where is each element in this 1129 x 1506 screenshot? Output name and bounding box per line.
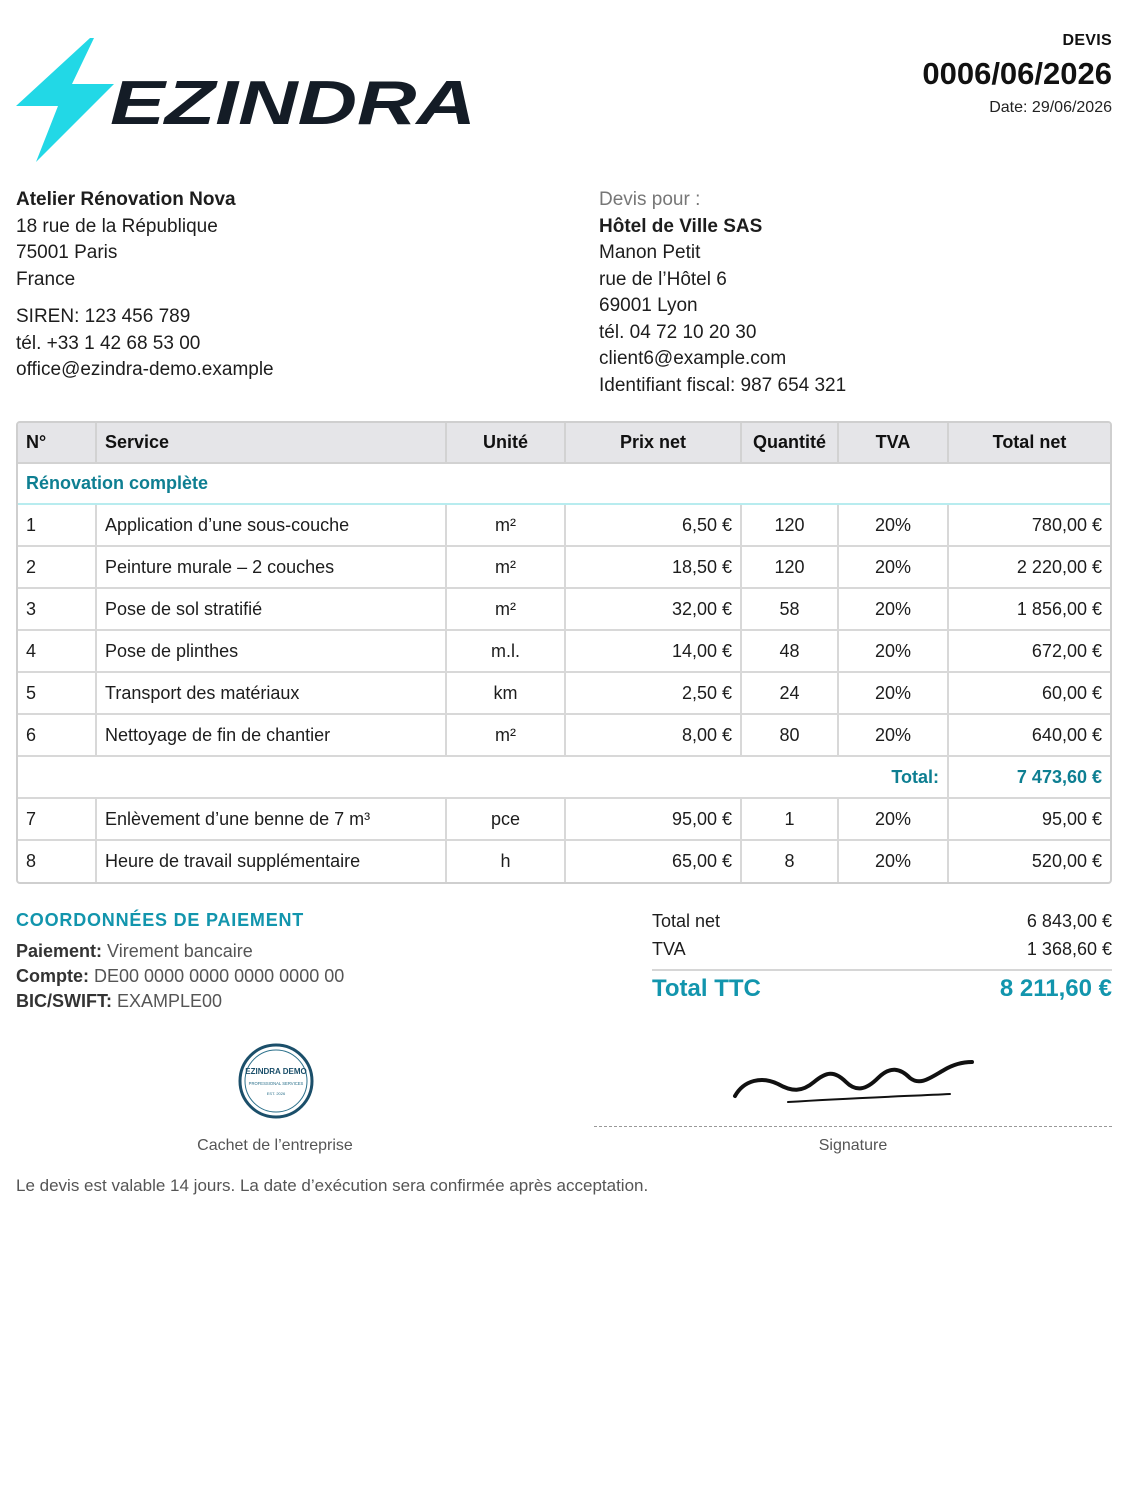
cell-quantity: 8 [741, 840, 838, 882]
cell-service: Transport des matériaux [96, 672, 446, 714]
table-row [18, 588, 1110, 630]
client-email: client6@example.com [599, 348, 787, 369]
cell-total-net: 672,00 € [948, 630, 1110, 672]
cell-quantity: 80 [741, 714, 838, 756]
sender-phone: tél. +33 1 42 68 53 00 [16, 332, 201, 354]
cell-net-price: 18,50 € [565, 546, 741, 588]
payment-title: COORDONNÉES DE PAIEMENT [16, 910, 305, 930]
vat-row [652, 935, 1112, 963]
payment-bic-label: BIC/SWIFT: [16, 991, 112, 1011]
sender-street: 18 rue de la République [16, 215, 218, 237]
document-type: DEVIS [1062, 32, 1112, 49]
stamp-caption: Cachet de l’entreprise [197, 1137, 353, 1154]
cell-vat: 20% [838, 630, 948, 672]
document-number: 0006/06/2026 [922, 56, 1112, 91]
client-company: Hôtel de Ville SAS [599, 215, 763, 237]
header-number: N° [18, 423, 96, 463]
total-net-value: 6 843,00 € [1026, 911, 1112, 931]
cell-unit: m² [446, 714, 565, 756]
table-row [18, 504, 1110, 546]
vat-label: TVA [652, 939, 686, 959]
payment-method-value: Virement bancaire [107, 941, 253, 961]
ezindra-logo [14, 36, 480, 164]
cell-total-net: 2 220,00 € [948, 546, 1110, 588]
cell-unit: m² [446, 504, 565, 546]
cell-number: 4 [18, 630, 96, 672]
header-unit: Unité [446, 423, 565, 463]
payment-account [16, 964, 344, 989]
header-quantity: Quantité [741, 423, 838, 463]
client-city: 69001 Lyon [599, 295, 698, 316]
total-net-row [652, 907, 1112, 935]
logo-wordmark: EZINDRA [110, 69, 476, 138]
sender-block [16, 187, 274, 384]
payment-bic [16, 989, 344, 1014]
cell-total-net: 1 856,00 € [948, 588, 1110, 630]
payment-account-value: DE00 0000 0000 0000 0000 00 [94, 966, 345, 986]
cell-number: 3 [18, 588, 96, 630]
table-row [18, 546, 1110, 588]
table-row [18, 840, 1110, 882]
totals-block [652, 907, 1112, 1003]
total-net-label: Total net [652, 911, 721, 931]
cell-net-price: 65,00 € [565, 840, 741, 882]
cell-unit: pce [446, 798, 565, 840]
table-row [18, 798, 1110, 840]
cell-vat: 20% [838, 714, 948, 756]
sender-name: Atelier Rénovation Nova [16, 189, 236, 210]
payment-method-label: Paiement: [16, 941, 103, 961]
sender-city: 75001 Paris [16, 242, 118, 263]
header-vat: TVA [838, 423, 948, 463]
client-label: Devis pour : [599, 189, 701, 210]
client-street: rue de l’Hôtel 6 [599, 268, 727, 290]
subtotal-value: 7 473,60 € [948, 756, 1110, 798]
cell-vat: 20% [838, 588, 948, 630]
cell-service: Nettoyage de fin de chantier [96, 714, 446, 756]
client-phone: tél. 04 72 10 20 30 [599, 321, 757, 343]
cell-total-net: 780,00 € [948, 504, 1110, 546]
grand-total-row [652, 975, 1112, 1003]
header-net-price: Prix net [565, 423, 741, 463]
date-value: 29/06/2026 [1031, 99, 1112, 117]
document-header [922, 32, 1112, 117]
stamp-line-1: EZINDRA DEMO [245, 1067, 307, 1076]
subtotal-row [18, 756, 1110, 798]
sender-country: France [16, 268, 76, 290]
document-date [922, 99, 1112, 117]
cell-quantity: 48 [741, 630, 838, 672]
header-service: Service [96, 423, 446, 463]
cell-net-price: 14,00 € [565, 630, 741, 672]
company-stamp [238, 1043, 314, 1119]
cell-quantity: 120 [741, 546, 838, 588]
vat-value: 1 368,60 € [1026, 939, 1112, 959]
cell-quantity: 24 [741, 672, 838, 714]
cell-service: Heure de travail supplémentaire [96, 840, 446, 882]
cell-unit: h [446, 840, 565, 882]
payment-bic-value: EXAMPLE00 [117, 991, 223, 1011]
sender-email: office@ezindra-demo.example [16, 359, 274, 380]
cell-service: Application d’une sous-couche [96, 504, 446, 546]
cell-unit: m² [446, 546, 565, 588]
cell-service: Pose de sol stratifié [96, 588, 446, 630]
header-total-net: Total net [948, 423, 1110, 463]
cell-unit: m² [446, 588, 565, 630]
totals-divider [652, 969, 1112, 971]
validity-note: Le devis est valable 14 jours. La date d’exécution sera confirmée après acceptation. [16, 1176, 649, 1195]
cell-number: 8 [18, 840, 96, 882]
table-row [18, 672, 1110, 714]
cell-vat: 20% [838, 672, 948, 714]
signature-caption: Signature [818, 1137, 888, 1154]
grand-total-label: Total TTC [652, 975, 761, 1002]
cell-vat: 20% [838, 546, 948, 588]
cell-service: Enlèvement d’une benne de 7 m³ [96, 798, 446, 840]
table-row [18, 630, 1110, 672]
section-row [18, 463, 1110, 504]
lightning-bolt-icon [16, 38, 114, 162]
cell-number: 2 [18, 546, 96, 588]
section-title: Rénovation complète [18, 463, 1110, 504]
payment-block [16, 910, 344, 1014]
sender-siren: SIREN: 123 456 789 [16, 306, 191, 327]
table-header-row [18, 423, 1110, 463]
cell-total-net: 640,00 € [948, 714, 1110, 756]
cell-unit: m.l. [446, 630, 565, 672]
cell-vat: 20% [838, 840, 948, 882]
cell-unit: km [446, 672, 565, 714]
client-block [599, 187, 846, 399]
stamp-line-2: PROFESSIONAL SERVICES [248, 1081, 304, 1086]
cell-service: Pose de plinthes [96, 630, 446, 672]
handwritten-signature [720, 1052, 985, 1110]
cell-quantity: 58 [741, 588, 838, 630]
items-table [16, 421, 1112, 884]
stamp-line-3: EST. 2026 [266, 1091, 286, 1096]
subtotal-label: Total: [18, 756, 948, 798]
payment-method [16, 939, 344, 964]
cell-net-price: 2,50 € [565, 672, 741, 714]
cell-number: 5 [18, 672, 96, 714]
cell-service: Peinture murale – 2 couches [96, 546, 446, 588]
date-label: Date: [989, 99, 1028, 117]
cell-net-price: 6,50 € [565, 504, 741, 546]
cell-quantity: 1 [741, 798, 838, 840]
cell-number: 6 [18, 714, 96, 756]
table-row [18, 714, 1110, 756]
cell-net-price: 95,00 € [565, 798, 741, 840]
cell-net-price: 8,00 € [565, 714, 741, 756]
grand-total-value: 8 211,60 € [999, 975, 1112, 1002]
client-tax-id: Identifiant fiscal: 987 654 321 [599, 374, 847, 396]
signature-line [594, 1126, 1112, 1127]
client-contact: Manon Petit [599, 242, 701, 263]
cell-vat: 20% [838, 798, 948, 840]
cell-quantity: 120 [741, 504, 838, 546]
cell-number: 7 [18, 798, 96, 840]
cell-total-net: 95,00 € [948, 798, 1110, 840]
cell-total-net: 520,00 € [1031, 851, 1102, 871]
payment-account-label: Compte: [16, 966, 89, 986]
cell-vat: 20% [838, 504, 948, 546]
cell-number: 1 [18, 504, 96, 546]
cell-net-price: 32,00 € [565, 588, 741, 630]
cell-total-net: 60,00 € [948, 672, 1110, 714]
